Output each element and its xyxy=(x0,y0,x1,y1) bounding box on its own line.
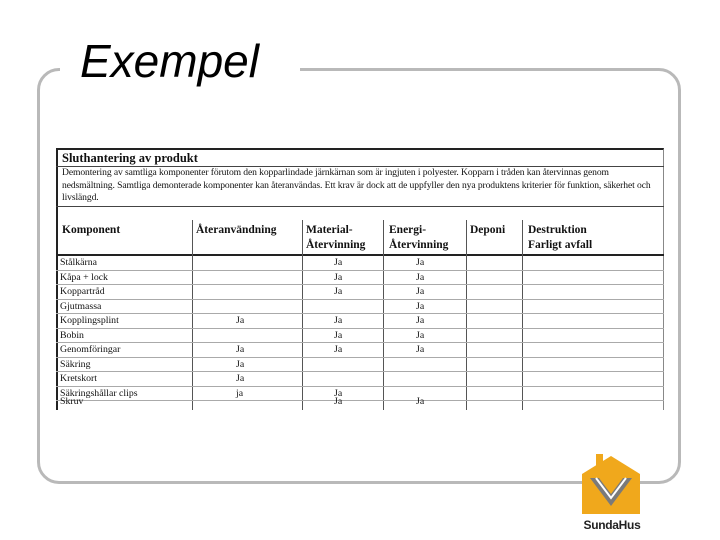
col-header-destruktion-2: Farligt avfall xyxy=(528,239,593,251)
cell-komponent: Stålkärna xyxy=(60,257,97,268)
table-row xyxy=(56,314,664,329)
cell-komponent: Gjutmassa xyxy=(60,300,102,312)
brand-name: SundaHus xyxy=(583,518,641,532)
table-row xyxy=(56,395,664,410)
cell-ateranvandning: Ja xyxy=(236,373,245,384)
cell-ateranvandning: Ja xyxy=(236,344,245,355)
col-header-deponi: Deponi xyxy=(470,224,506,236)
cell-energiatervinning: Ja xyxy=(416,300,425,312)
col-header-material-2: Återvinning xyxy=(306,239,366,251)
cell-energiatervinning: Ja xyxy=(416,329,425,341)
cell-komponent: Kåpa + lock xyxy=(60,271,108,283)
description-rule xyxy=(56,206,664,207)
cell-ateranvandning: Ja xyxy=(236,358,245,370)
table-row xyxy=(56,285,664,300)
cell-energiatervinning: Ja xyxy=(416,396,425,407)
cell-materialatervinning: Ja xyxy=(334,344,343,355)
cell-materialatervinning: Ja xyxy=(334,271,343,283)
slide-title: Exempel xyxy=(80,35,259,87)
col-header-energi-2: Återvinning xyxy=(389,239,449,251)
cell-komponent: Säkring xyxy=(60,358,91,370)
cell-energiatervinning: Ja xyxy=(416,271,425,283)
col-header-material: Material- xyxy=(306,224,353,236)
cell-komponent: Kretskort xyxy=(60,373,98,384)
cell-komponent: Skruv xyxy=(60,396,84,407)
cell-materialatervinning: Ja xyxy=(334,286,343,297)
col-header-destruktion: Destruktion xyxy=(528,224,587,236)
table-row xyxy=(56,256,664,271)
table-row xyxy=(56,271,664,286)
cell-komponent: Koppartråd xyxy=(60,286,105,297)
table-row xyxy=(56,329,664,344)
cell-materialatervinning: Ja xyxy=(334,329,343,341)
cell-energiatervinning: Ja xyxy=(416,286,425,297)
col-header-ateranvandning: Återanvändning xyxy=(196,224,277,236)
table-row xyxy=(56,372,664,387)
cell-materialatervinning: Ja xyxy=(334,387,343,399)
cell-energiatervinning: Ja xyxy=(416,257,425,268)
cell-materialatervinning: Ja xyxy=(334,257,343,268)
table-row xyxy=(56,343,664,358)
cell-komponent: Bobin xyxy=(60,329,84,341)
cell-materialatervinning: Ja xyxy=(334,396,343,407)
col-header-komponent: Komponent xyxy=(62,224,121,236)
cell-ateranvandning: Ja xyxy=(236,315,245,326)
cell-komponent: Kopplingsplint xyxy=(60,315,119,326)
cell-materialatervinning: Ja xyxy=(334,315,343,326)
document-description: Demontering av samtliga komponenter förutom den kopparlindade järnkärnan som är ingjuten i polyester. Kopparn i tråden kan återvinnas genom nedsmältning. Samtliga demonterade komponenter kan återanvändas. Ett krav är dock att de uppfyller den nya produktens kriterier för funktion, säkerhet och livslängd. xyxy=(62,167,651,204)
document-heading: Sluthantering av produkt xyxy=(62,151,198,165)
scanned-document xyxy=(56,148,664,410)
cell-ateranvandning: ja xyxy=(236,387,244,399)
col-header-energi: Energi- xyxy=(389,224,427,236)
cell-energiatervinning: Ja xyxy=(416,344,425,355)
table-row xyxy=(56,358,664,373)
cell-komponent: Säkringshållar clips xyxy=(60,387,138,399)
cell-komponent: Genomföringar xyxy=(60,344,121,355)
cell-energiatervinning: Ja xyxy=(416,315,425,326)
table-row xyxy=(56,300,664,315)
